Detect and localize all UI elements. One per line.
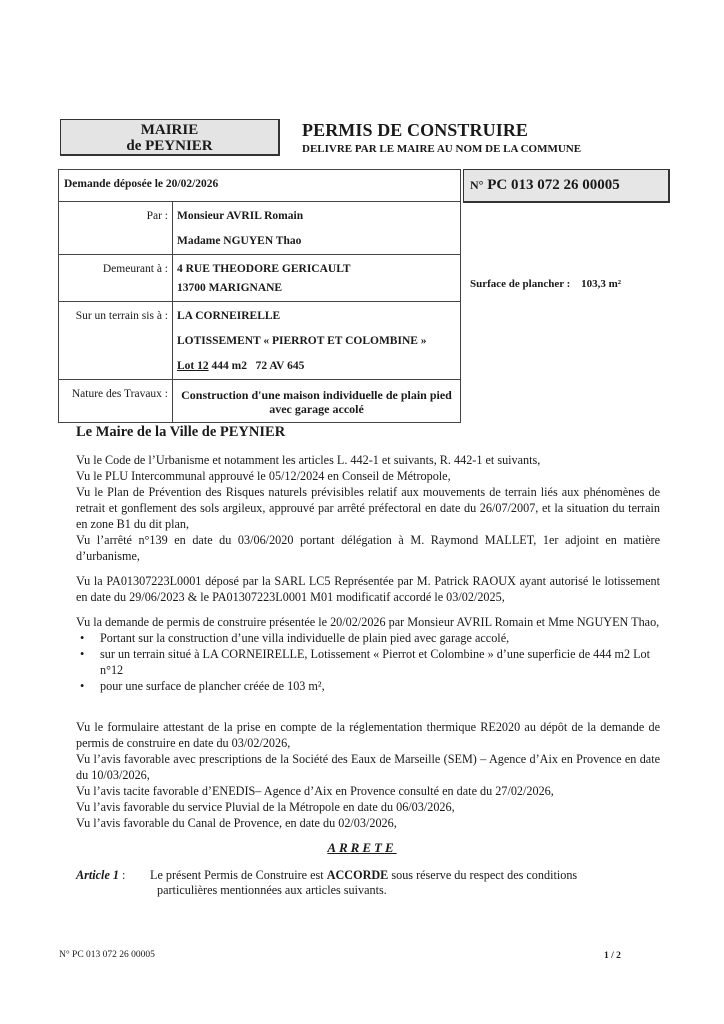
address-line-1: 4 RUE THEODORE GERICAULT [177, 263, 351, 275]
article-1-line-2: particulières mentionnées aux articles suivants. [157, 883, 387, 897]
land-line-1: LA CORNEIRELLE [177, 310, 281, 322]
consideration: Vu l’arrêté n°139 en date du 03/06/2020 portant délégation à M. Raymond MALLET, 1er adjoint en matière d’urbanisme, [76, 533, 660, 563]
page-number: 1 / 2 [604, 951, 621, 961]
document-title: PERMIS DE CONSTRUIRE [302, 120, 529, 140]
permit-number: PC 013 072 26 00005 [487, 177, 620, 193]
commune-name: de PEYNIER [126, 138, 213, 154]
consideration: Vu le PLU Intercommunal approuvé le 05/12/2024 en Conseil de Métropole, [76, 469, 451, 483]
article-separator: : [119, 868, 129, 882]
consideration: Vu l’avis favorable avec prescriptions de la Société des Eaux de Marseille (SEM) – Agence d’Aix en Provence en date du 10/03/2026, [76, 752, 660, 782]
consideration: Vu l’avis favorable du Canal de Provence, en date du 02/03/2026, [76, 816, 397, 830]
applicant-2: Madame NGUYEN Thao [177, 235, 302, 247]
list-item: • pour une surface de plancher créée de 103 m², [76, 678, 660, 694]
arrete-heading-wrap [0, 840, 724, 856]
row-label: Nature des Travaux : [59, 380, 173, 423]
applicant-1: Monsieur AVRIL Romain [177, 210, 304, 222]
land-line-2: LOTISSEMENT « PIERROT ET COLOMBINE » [177, 335, 427, 347]
lot-number: Lot 12 [177, 360, 209, 372]
article-1-line-1 [76, 868, 636, 883]
consideration: Vu la PA01307223L0001 déposé par la SARL LC5 Représentée par M. Patrick RAOUX ayant autorisé le lotissement en date du 29/06/2023 & le PA01307223L0001 M01 modificatif accordé le 03/02/2025, [76, 574, 660, 604]
article-1 [76, 868, 636, 898]
works-line-1: Construction d'une maison individuelle de plain pied [181, 388, 452, 402]
table-row-address [59, 255, 461, 302]
floor-area-label: Surface de plancher : [470, 278, 571, 290]
demand-intro: Vu la demande de permis de construire présentée le 20/02/2026 par Monsieur AVRIL Romain et Mme NGUYEN Thao, [76, 615, 660, 629]
list-item: • Portant sur la construction d’une villa individuelle de plain pied avec garage accolé, [76, 630, 660, 646]
submission-date: Demande déposée le 20/02/2026 [59, 170, 461, 202]
article-text-after: sous réserve du respect des conditions [388, 868, 578, 882]
permit-number-box [463, 169, 670, 203]
table-row-land [59, 302, 461, 380]
address-line-2: 13700 MARIGNANE [177, 282, 283, 294]
consideration: Vu l’avis favorable du service Pluvial de la Métropole en date du 06/03/2026, [76, 800, 455, 814]
row-label: Par : [59, 202, 173, 255]
lot-line [177, 360, 456, 373]
consideration: Vu le Code de l’Urbanisme et notamment les articles L. 442-1 et suivants, R. 442-1 et suivants, [76, 453, 541, 467]
demand-block [76, 614, 660, 694]
considerations-block-pa [76, 573, 660, 605]
floor-area-value: 103,3 m² [581, 278, 622, 290]
mairie-header-box [60, 119, 280, 156]
works-value [173, 380, 461, 423]
considerations-block-1 [76, 452, 660, 564]
table-row-works [59, 380, 461, 423]
demand-list [76, 630, 660, 694]
document-subtitle: DELIVRE PAR LE MAIRE AU NOM DE LA COMMUNE [302, 143, 582, 155]
consideration: Vu l’avis tacite favorable d’ENEDIS– Agence d’Aix en Provence consulté en date du 27/02/2026, [76, 784, 554, 798]
table-row-applicants [59, 202, 461, 255]
arrete-heading: ARRETE [327, 840, 397, 855]
application-info-table [58, 169, 461, 423]
applicants-value [173, 202, 461, 255]
footer-reference: N° PC 013 072 26 00005 [59, 950, 155, 960]
lot-details: 444 m2 72 AV 645 [208, 360, 305, 372]
consideration: Vu le Plan de Prévention des Risques naturels prévisibles relatif aux mouvements de terrain liés aux phénomènes de retrait et gonflement des sols argileux, approuvé par arrêté préfectoral en date du 26/07/2007, et la situation du terrain en zone B1 du dit plan, [76, 485, 660, 531]
row-label: Demeurant à : [59, 255, 173, 302]
article-label [76, 868, 150, 883]
address-value [173, 255, 461, 302]
consideration: Vu le formulaire attestant de la prise en compte de la réglementation thermique RE2020 au dépôt de la demande de permis de construire en date du 03/02/2026, [76, 720, 660, 750]
number-prefix: N° [470, 178, 484, 192]
floor-area [470, 278, 621, 290]
article-text-before: Le présent Permis de Construire est [150, 868, 327, 882]
land-value [173, 302, 461, 380]
decision-status: ACCORDE [326, 868, 389, 882]
row-label: Sur un terrain sis à : [59, 302, 173, 380]
works-line-2: avec garage accolé [269, 402, 364, 416]
mayor-heading: Le Maire de la Ville de PEYNIER [76, 424, 286, 440]
mairie-label: MAIRIE [140, 122, 199, 138]
list-item: • sur un terrain situé à LA CORNEIRELLE, Lotissement « Pierrot et Colombine » d’une superficie de 444 m2 Lot n°12 [76, 646, 660, 678]
article-label-text: Article 1 [76, 868, 119, 882]
considerations-block-2 [76, 719, 660, 831]
